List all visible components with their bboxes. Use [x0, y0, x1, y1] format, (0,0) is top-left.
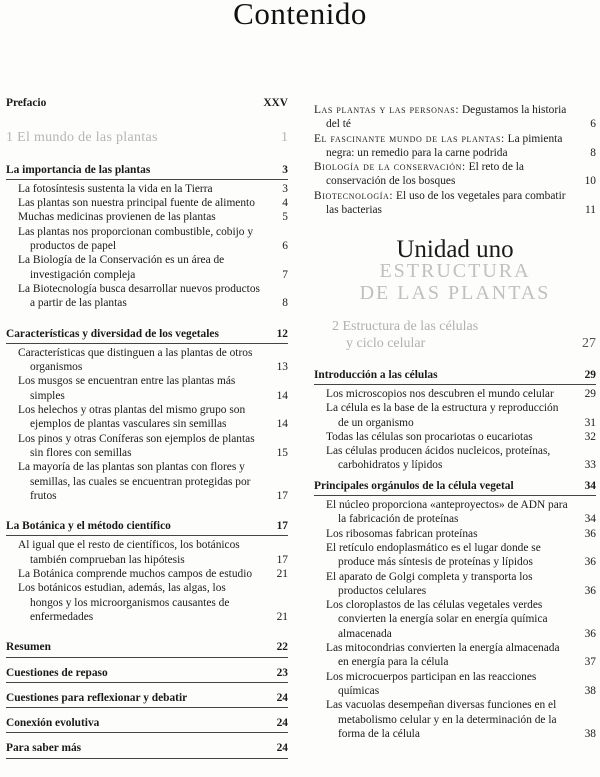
toc-chapter-2[interactable] — [314, 318, 596, 352]
subentry-page: 13 — [276, 361, 288, 374]
subentry-label: Los botánicos estudian, además, las algas, los hongos y los microorganismos causantes de enfermedades — [18, 582, 230, 623]
toc-subentry[interactable] — [314, 641, 596, 670]
subentry-page: 15 — [276, 446, 288, 459]
toc-feature[interactable] — [314, 103, 596, 132]
toc-subentry[interactable] — [314, 430, 596, 444]
subentry-page: 36 — [584, 627, 596, 640]
feature-prefix: Biología de la conservación: — [314, 161, 466, 174]
subentry-page: 17 — [276, 489, 288, 502]
subentry-label: La mayoría de las plantas son plantas con flores y semillas, las cuales se encuentran protegidas por frutos — [18, 461, 251, 502]
toc-subentry[interactable] — [6, 567, 288, 581]
toc-subentry[interactable] — [6, 374, 288, 403]
toc-subentry[interactable] — [6, 346, 288, 375]
toc-left-column — [6, 96, 288, 761]
subentry-label: Al igual que el resto de científicos, los botánicos también comprueban las hipótesis — [18, 539, 240, 566]
toc-subentry[interactable] — [6, 196, 288, 210]
subentry-label: Los ribosomas fabrican proteínas — [326, 527, 478, 540]
subentry-page: 4 — [282, 197, 288, 210]
toc-entry-reflexionar[interactable] — [6, 691, 288, 708]
chapter-title: 2 Estructura de las células — [332, 318, 479, 334]
subentry-page: 6 — [282, 240, 288, 253]
unit-heading — [314, 236, 596, 304]
toc-subentry[interactable] — [314, 698, 596, 741]
section-label: Resumen — [6, 641, 51, 654]
toc-section[interactable] — [6, 327, 288, 344]
toc-subentry[interactable] — [6, 403, 288, 432]
subentry-label: Las plantas son nuestra principal fuente de alimento — [18, 197, 255, 210]
chapter-title-cont: y ciclo celular — [346, 335, 426, 351]
feature-prefix: Las plantas y las personas: — [314, 104, 460, 116]
toc-section[interactable] — [6, 519, 288, 536]
toc-feature[interactable] — [314, 132, 596, 161]
section-label: La Botánica y el método científico — [6, 520, 171, 533]
toc-subentry[interactable] — [6, 253, 288, 282]
subentry-page: 38 — [584, 684, 596, 697]
toc-subentry[interactable] — [314, 670, 596, 699]
subentry-page: 14 — [276, 418, 288, 431]
chapter-title: 1 El mundo de las plantas — [6, 130, 158, 146]
subentry-page: 37 — [584, 656, 596, 669]
section-page: 24 — [276, 691, 288, 704]
section-label: La importancia de las plantas — [6, 163, 151, 176]
feature-prefix: El fascinante mundo de las plantas: — [314, 132, 505, 145]
feature-page: 10 — [584, 175, 596, 188]
subentry-label: Los cloroplastos de las células vegetales verdes convierten la energía solar en energía química almacenada — [326, 599, 548, 640]
feature-label: El reto de la conservación de los bosques — [326, 161, 524, 188]
subentry-label: Las vacuolas desempeñan diversas funciones en el metabolismo celular y en la determinación de la forma de la célula — [326, 699, 557, 740]
section-page: 3 — [282, 163, 288, 176]
page-title: Contenido — [233, 0, 367, 31]
toc-subentry[interactable] — [6, 182, 288, 196]
subentry-label: Las mitocondrias convierten la energía almacenada en energía para la célula — [326, 642, 560, 669]
subentry-page: 3 — [282, 182, 288, 195]
toc-feature[interactable] — [314, 160, 596, 189]
section-label: Para saber más — [6, 742, 82, 755]
toc-entry-cuestiones[interactable] — [6, 666, 288, 683]
section-label: Cuestiones de repaso — [6, 666, 108, 679]
subentry-page: 36 — [584, 584, 596, 597]
subentry-label: Características que distinguen a las plantas de otros organismos — [18, 346, 253, 374]
toc-subentry[interactable] — [6, 225, 288, 254]
toc-subentry[interactable] — [314, 570, 596, 599]
subentry-page: 17 — [276, 553, 288, 566]
subentry-label: La fotosíntesis sustenta la vida en la Tierra — [18, 182, 213, 195]
section-page: 34 — [584, 479, 596, 492]
unit-title: Unidad uno — [396, 236, 514, 264]
feature-label: La pimienta negra: un remedio para la carne podrida — [326, 132, 563, 159]
subentry-page: 14 — [276, 389, 288, 402]
subentry-label: Los helechos y otras plantas del mismo grupo son ejemplos de plantas vasculares sin semillas — [18, 404, 246, 431]
toc-subentry[interactable] — [6, 432, 288, 461]
section-label: Cuestiones para reflexionar y debatir — [6, 691, 188, 704]
subentry-label: La célula es la base de la estructura y reproducción de un organismo — [326, 402, 559, 429]
toc-subentry[interactable] — [6, 460, 288, 503]
toc-subentry[interactable] — [6, 538, 288, 567]
chapter-page: 27 — [582, 336, 596, 352]
feature-label: El uso de los vegetales para combatir las bacterias — [326, 189, 566, 217]
toc-subentry[interactable] — [314, 444, 596, 473]
toc-subentry[interactable] — [314, 527, 596, 541]
feature-label: Degustamos la historia del té — [326, 104, 567, 131]
section-label: Introducción a las células — [314, 368, 438, 381]
subentry-page: 21 — [276, 610, 288, 623]
subentry-page: 29 — [584, 387, 596, 400]
toc-entry-prefacio[interactable] — [6, 96, 288, 110]
subentry-page: 34 — [584, 513, 596, 526]
feature-prefix: Biotecnología: — [314, 189, 394, 202]
unit-subtitle — [314, 260, 596, 304]
toc-section[interactable] — [314, 368, 596, 385]
section-page: 29 — [584, 368, 596, 381]
toc-subentry[interactable] — [314, 541, 596, 570]
section-page: 24 — [276, 717, 288, 730]
subentry-page: 36 — [584, 527, 596, 540]
subentry-page: 33 — [584, 459, 596, 472]
subentry-page: 21 — [276, 568, 288, 581]
toc-feature[interactable] — [314, 189, 596, 218]
section-label: Características y diversidad de los vegetales — [6, 327, 219, 340]
toc-entry-saber[interactable] — [6, 741, 288, 758]
subentry-page: 7 — [282, 268, 288, 281]
toc-subentry[interactable] — [314, 387, 596, 401]
toc-entry-conexion[interactable] — [6, 716, 288, 733]
toc-right-column — [314, 103, 596, 741]
toc-subentry[interactable] — [6, 282, 288, 311]
subentry-label: Los pinos y otras Coníferas son ejemplos de plantas sin flores con semillas — [18, 432, 255, 459]
toc-entry-resumen[interactable] — [6, 640, 288, 657]
subentry-label: El núcleo proporciona «anteproyectos» de ADN para la fabricación de proteínas — [326, 499, 568, 526]
section-page: 23 — [276, 666, 288, 679]
toc-section[interactable] — [6, 163, 288, 180]
feature-page: 11 — [585, 204, 596, 217]
section-page: 12 — [276, 327, 288, 340]
subentry-label: Las plantas nos proporcionan combustible, cobijo y productos de papel — [18, 225, 254, 253]
section-page: 17 — [276, 520, 288, 533]
toc-subentry[interactable] — [314, 401, 596, 430]
toc-label: Prefacio — [6, 97, 47, 109]
section-label: Principales orgánulos de la célula vegetal — [314, 479, 514, 492]
subentry-label: Todas las células son procariotas o eucariotas — [326, 430, 533, 443]
subentry-label: Los musgos se encuentran entre las plantas más simples — [18, 375, 236, 402]
section-page: 22 — [276, 641, 288, 654]
chapter-page: 1 — [281, 130, 288, 146]
toc-page: XXV — [263, 97, 288, 109]
subentry-label: Muchas medicinas provienen de las plantas — [18, 211, 216, 224]
subentry-label: Las células producen ácidos nucleicos, proteínas, carbohidratos y lípidos — [326, 445, 551, 472]
subentry-page: 32 — [584, 430, 596, 443]
subentry-label: El retículo endoplasmático es el lugar donde se produce más síntesis de proteínas y lípidos — [326, 541, 541, 569]
unit-subtitle-line: DE LAS PLANTAS — [359, 281, 551, 304]
section-page: 24 — [276, 742, 288, 755]
toc-chapter-1[interactable] — [6, 131, 288, 145]
toc-subentry[interactable] — [6, 581, 288, 624]
subentry-page: 5 — [282, 211, 288, 224]
toc-subentry[interactable] — [6, 210, 288, 224]
subentry-label: La Botánica comprende muchos campos de estudio — [18, 568, 253, 581]
unit-subtitle-line: ESTRUCTURA — [379, 259, 531, 282]
subentry-page: 36 — [584, 556, 596, 569]
subentry-label: El aparato de Golgi completa y transporta los productos celulares — [326, 570, 533, 597]
subentry-page: 31 — [584, 416, 596, 429]
feature-page: 6 — [590, 118, 596, 131]
toc-subentry[interactable] — [314, 598, 596, 641]
subentry-label: Los microscopios nos descubren el mundo celular — [326, 387, 554, 400]
subentry-page: 38 — [584, 727, 596, 740]
subentry-page: 8 — [282, 297, 288, 310]
section-label: Conexión evolutiva — [6, 717, 100, 730]
subentry-label: Los microcuerpos participan en las reacciones químicas — [326, 670, 537, 697]
subentry-label: La Biotecnología busca desarrollar nuevos productos a partir de las plantas — [18, 282, 260, 310]
subentry-label: La Biología de la Conservación es un área de investigación compleja — [18, 254, 225, 281]
feature-page: 8 — [590, 146, 596, 159]
toc-subentry[interactable] — [314, 498, 596, 527]
toc-section[interactable] — [314, 479, 596, 496]
